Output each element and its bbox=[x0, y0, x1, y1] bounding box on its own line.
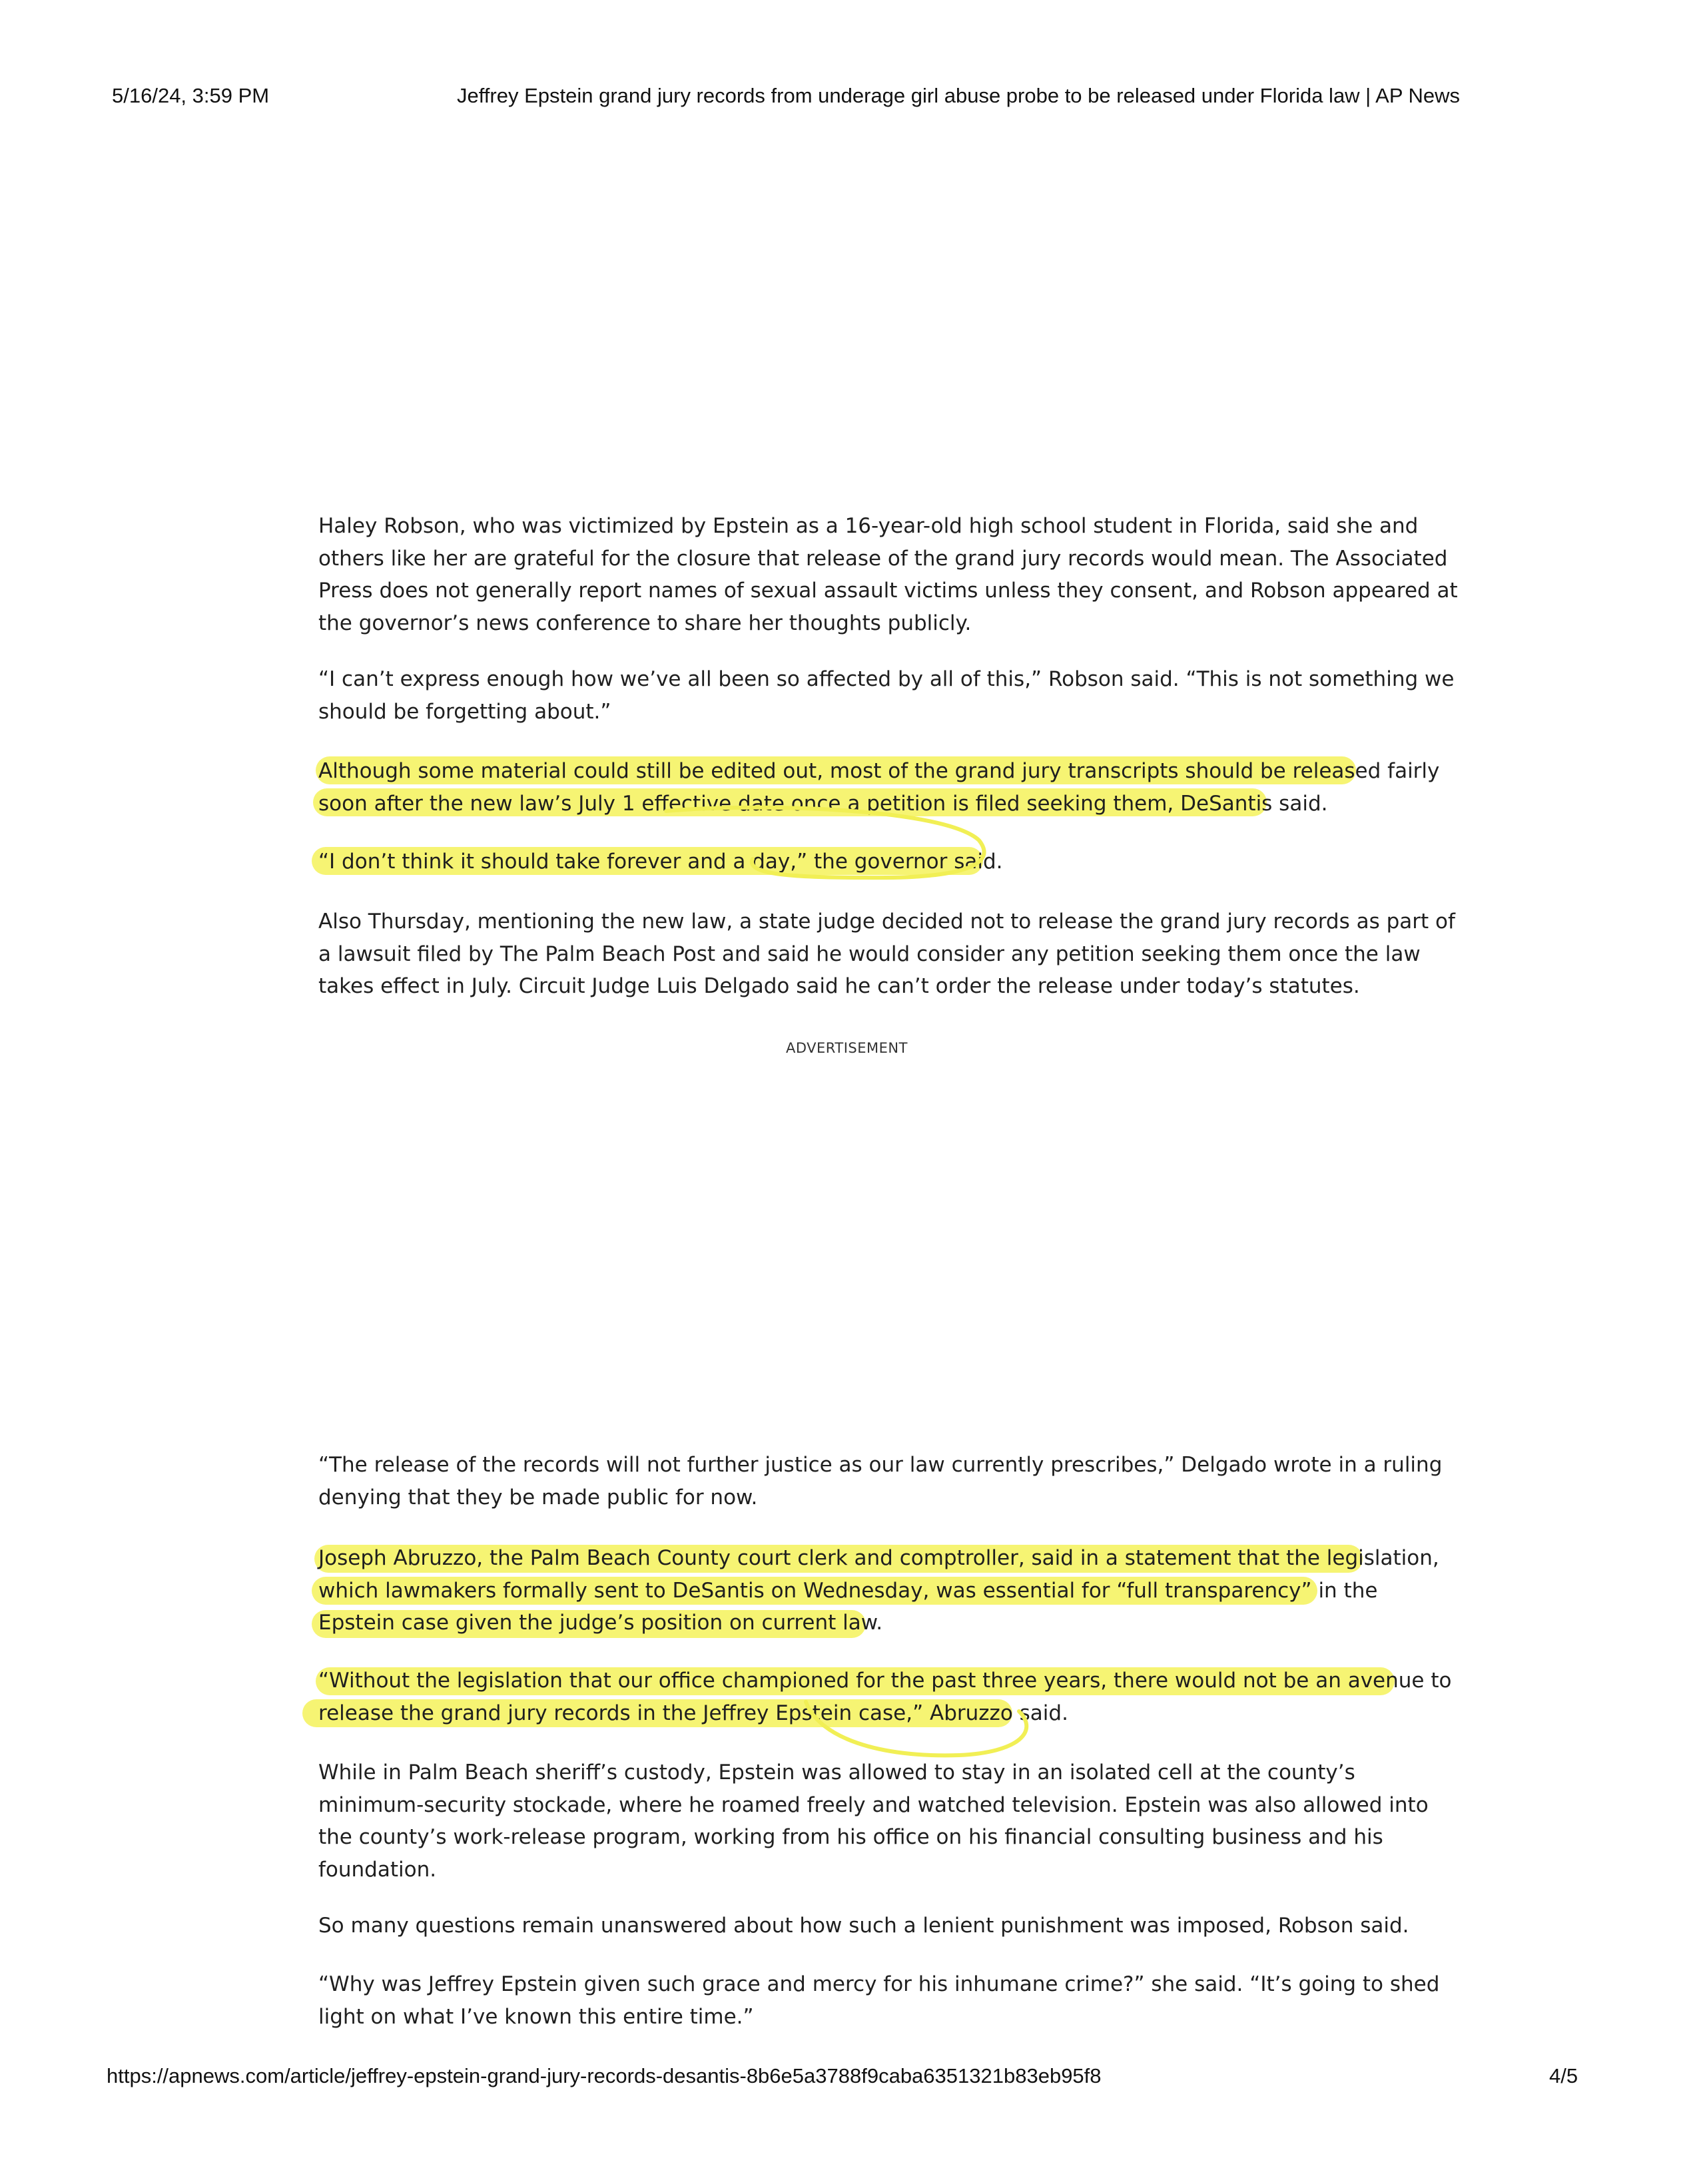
article-paragraph bbox=[318, 1968, 1440, 2033]
paragraph-line: denying that they be made public for now. bbox=[318, 1485, 758, 1509]
paragraph-line: release the grand jury records in the Jeffrey Epstein case,” Abruzzo said. bbox=[318, 1701, 1068, 1725]
paragraph-line: Also Thursday, mentioning the new law, a state judge decided not to release the grand jury records as part of bbox=[318, 910, 1455, 934]
print-header-datetime: 5/16/24, 3:59 PM bbox=[112, 84, 270, 107]
article-paragraph bbox=[318, 1910, 1411, 1942]
paragraph-line: While in Palm Beach sheriff’s custody, Epstein was allowed to stay in an isolated cell at the county’s bbox=[318, 1761, 1355, 1784]
paragraph-line: the county’s work-release program, working from his office on his financial consulting business and his bbox=[318, 1825, 1383, 1849]
paragraph-line: soon after the new law’s July 1 effective date once a petition is filed seeking them, DeSantis said. bbox=[318, 791, 1328, 816]
paragraph-line: “The release of the records will not further justice as our law currently prescribes,” Delgado wrote in a ruling bbox=[318, 1453, 1443, 1477]
paragraph-line: foundation. bbox=[318, 1857, 437, 1882]
paragraph-line: the governor’s news conference to share her thoughts publicly. bbox=[318, 611, 972, 635]
article-paragraph-highlighted bbox=[318, 755, 1440, 820]
paragraph-line: light on what I’ve known this entire time.” bbox=[318, 2004, 754, 2029]
paragraph-line: takes effect in July. Circuit Judge Luis Delgado said he can’t order the release under today’s statutes. bbox=[318, 974, 1360, 998]
advertisement-label: ADVERTISEMENT bbox=[786, 1040, 908, 1056]
article-paragraph-highlighted bbox=[318, 1542, 1439, 1639]
paragraph-line: a lawsuit filed by The Palm Beach Post and said he would consider any petition seeking them once the law bbox=[318, 942, 1421, 966]
paragraph-line: others like her are grateful for the closure that release of the grand jury records would mean. The Associated bbox=[318, 546, 1448, 571]
paragraph-line: “I can’t express enough how we’ve all been so affected by all of this,” Robson said. “This is not something we bbox=[318, 667, 1455, 691]
article-paragraph bbox=[318, 510, 1458, 639]
paragraph-line: “Without the legislation that our office championed for the past three years, there would not be an avenue to bbox=[318, 1669, 1452, 1693]
article-paragraph-highlighted bbox=[318, 1665, 1452, 1729]
print-footer-page-number: 4/5 bbox=[1549, 2064, 1578, 2087]
paragraph-line: “I don’t think it should take forever and a day,” the governor said. bbox=[318, 850, 1003, 874]
paragraph-line: Haley Robson, who was victimized by Epstein as a 16-year-old high school student in Florida, said she and bbox=[318, 514, 1419, 538]
article-paragraph bbox=[318, 906, 1455, 1003]
paragraph-line: which lawmakers formally sent to DeSantis on Wednesday, was essential for “full transparency” in the bbox=[318, 1578, 1378, 1603]
paragraph-line: Epstein case given the judge’s position on current law. bbox=[318, 1611, 883, 1635]
paragraph-line: Although some material could still be edited out, most of the grand jury transcripts should be released fairly bbox=[318, 759, 1440, 783]
paragraph-line: Press does not generally report names of sexual assault victims unless they consent, and Robson appeared at bbox=[318, 579, 1458, 603]
article-paragraph-highlighted bbox=[318, 846, 1411, 878]
paragraph-line: minimum-security stockade, where he roamed freely and watched television. Epstein was also allowed into bbox=[318, 1792, 1429, 1817]
paragraph-line: So many questions remain unanswered about how such a lenient punishment was imposed, Robson said. bbox=[318, 1914, 1409, 1938]
article-paragraph bbox=[318, 663, 1455, 728]
article-paragraph bbox=[318, 1449, 1443, 1513]
paragraph-line: Joseph Abruzzo, the Palm Beach County court clerk and comptroller, said in a statement that the legislation, bbox=[318, 1546, 1439, 1570]
article-paragraph bbox=[318, 1757, 1429, 1886]
paragraph-line: “Why was Jeffrey Epstein given such grace and mercy for his inhumane crime?” she said. “It’s going to shed bbox=[318, 1972, 1440, 1996]
print-footer-url: https://apnews.com/article/jeffrey-epstein-grand-jury-records-desantis-8b6e5a3788f9caba6351321b83eb95f8 bbox=[107, 2064, 1102, 2087]
paragraph-line: should be forgetting about.” bbox=[318, 699, 611, 724]
print-header-page-title: Jeffrey Epstein grand jury records from underage girl abuse probe to be released under Florida law | AP News bbox=[457, 84, 1461, 107]
